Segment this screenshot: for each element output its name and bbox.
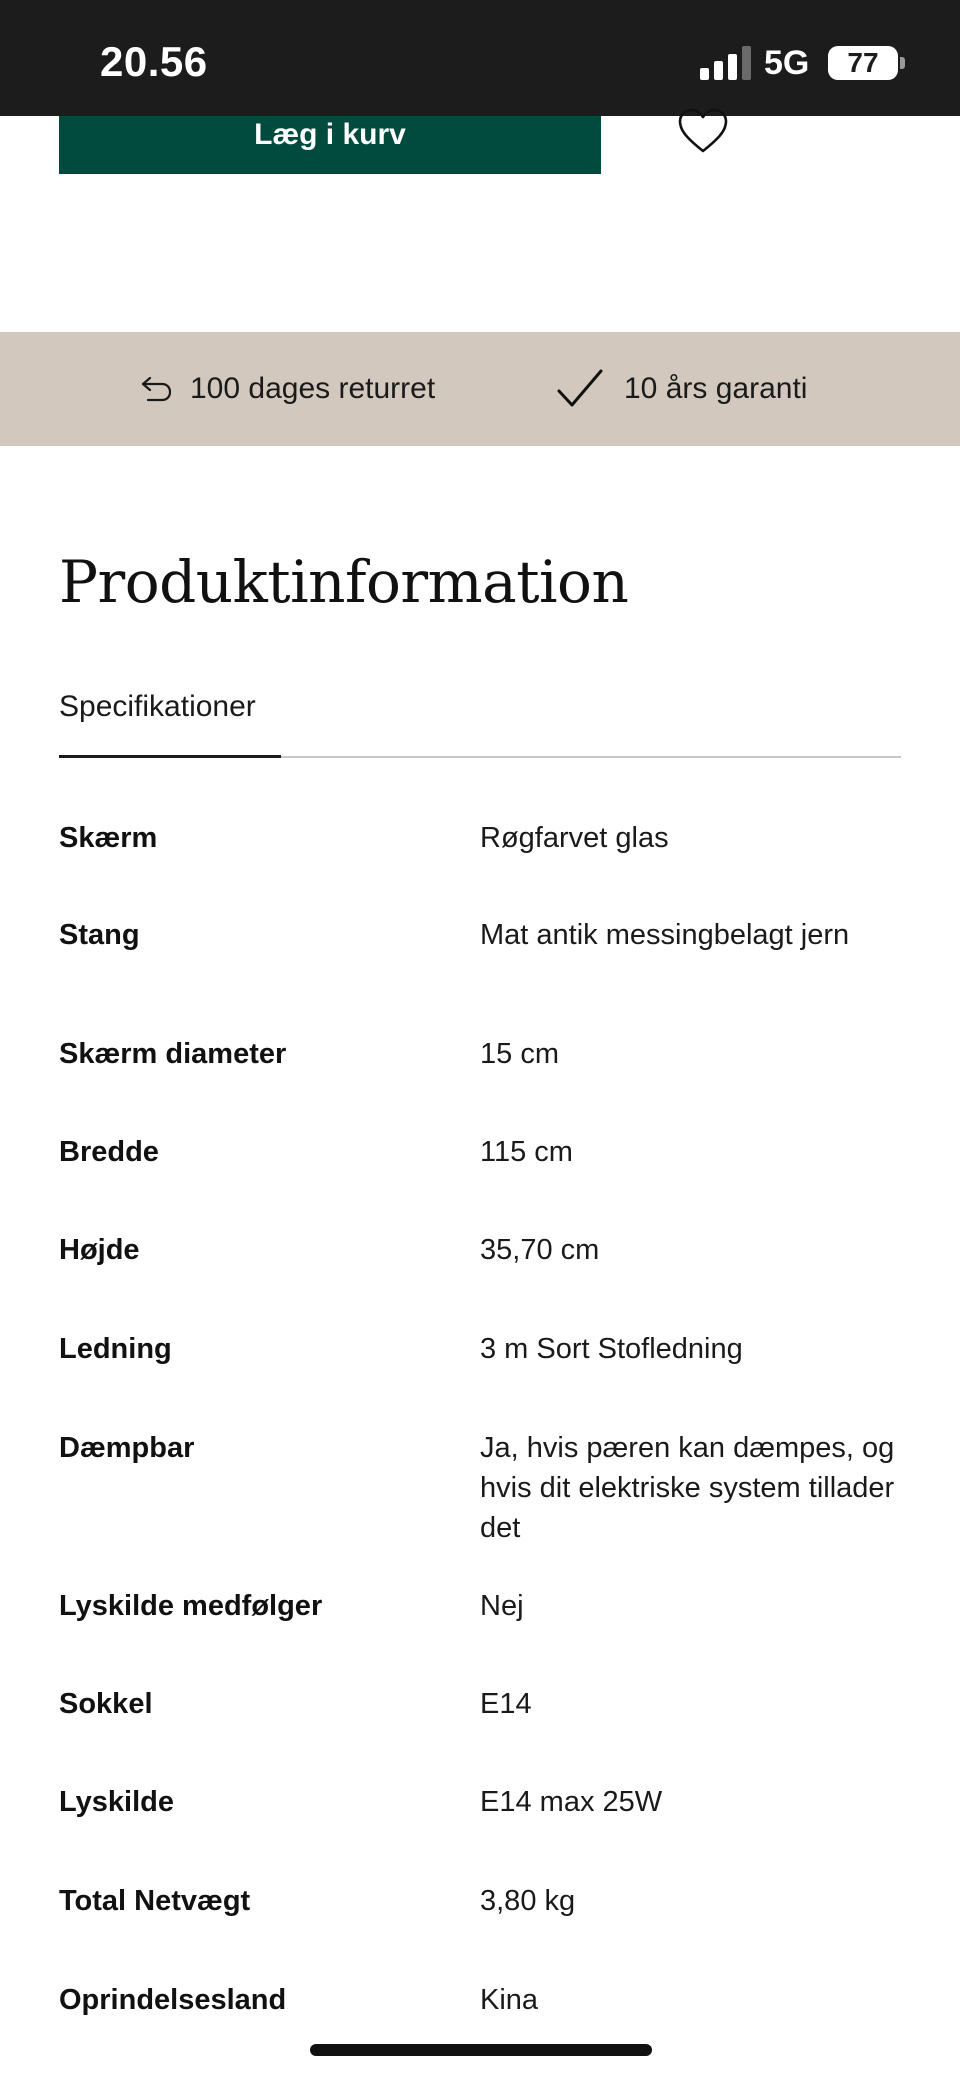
network-label: 5G bbox=[764, 44, 810, 82]
home-indicator[interactable] bbox=[310, 2044, 652, 2056]
spec-value: 3 m Sort Stofledning bbox=[480, 1333, 743, 1365]
tab-active-indicator bbox=[59, 755, 281, 758]
usp-band bbox=[0, 332, 960, 446]
spec-value: 3,80 kg bbox=[480, 1885, 576, 1917]
spec-label: Ledning bbox=[59, 1333, 172, 1365]
spec-label: Skærm diameter bbox=[59, 1038, 287, 1070]
battery-level: 77 bbox=[847, 47, 879, 78]
spec-label: Skærm bbox=[59, 822, 158, 854]
spec-value: Ja, hvis pæren kan dæmpes, og hvis dit elektriske system tillader det bbox=[480, 1432, 895, 1544]
status-time: 20.56 bbox=[100, 38, 208, 85]
tab-specifications[interactable]: Specifikationer bbox=[59, 690, 256, 723]
spec-value: E14 bbox=[480, 1688, 532, 1720]
spec-label: Lyskilde bbox=[59, 1786, 174, 1818]
spec-value: Kina bbox=[480, 1984, 539, 2016]
battery-icon bbox=[828, 46, 898, 80]
spec-label: Total Netvægt bbox=[59, 1885, 251, 1917]
check-icon bbox=[556, 367, 604, 411]
spec-value: 35,70 cm bbox=[480, 1234, 600, 1266]
spec-value: 15 cm bbox=[480, 1038, 559, 1070]
spec-label: Oprindelsesland bbox=[59, 1984, 287, 2016]
usp-warranty-text: 10 års garanti bbox=[624, 372, 808, 405]
spec-label: Lyskilde medfølger bbox=[59, 1590, 323, 1622]
heart-outline-icon bbox=[678, 108, 728, 154]
spec-label: Stang bbox=[59, 919, 140, 951]
spec-value: Røgfarvet glas bbox=[480, 822, 669, 854]
usp-returns-text: 100 dages returret bbox=[190, 372, 436, 405]
spec-value: Nej bbox=[480, 1590, 524, 1622]
usp-warranty bbox=[556, 332, 807, 446]
spec-value: Mat antik messingbelagt jern bbox=[480, 919, 850, 951]
spec-value: 115 cm bbox=[480, 1136, 573, 1168]
spec-value: E14 max 25W bbox=[480, 1786, 663, 1818]
spec-label: Bredde bbox=[59, 1136, 159, 1168]
usp-returns bbox=[140, 332, 435, 446]
return-arrow-icon bbox=[140, 374, 174, 404]
spec-label: Dæmpbar bbox=[59, 1432, 195, 1464]
spec-label: Højde bbox=[59, 1234, 140, 1266]
add-to-cart-button[interactable]: Læg i kurv bbox=[59, 116, 601, 174]
signal-strength-icon bbox=[700, 46, 752, 80]
product-info-title: Produktinformation bbox=[59, 548, 629, 616]
status-bar bbox=[0, 0, 960, 116]
favorite-button[interactable] bbox=[672, 100, 734, 162]
spec-label: Sokkel bbox=[59, 1688, 153, 1720]
